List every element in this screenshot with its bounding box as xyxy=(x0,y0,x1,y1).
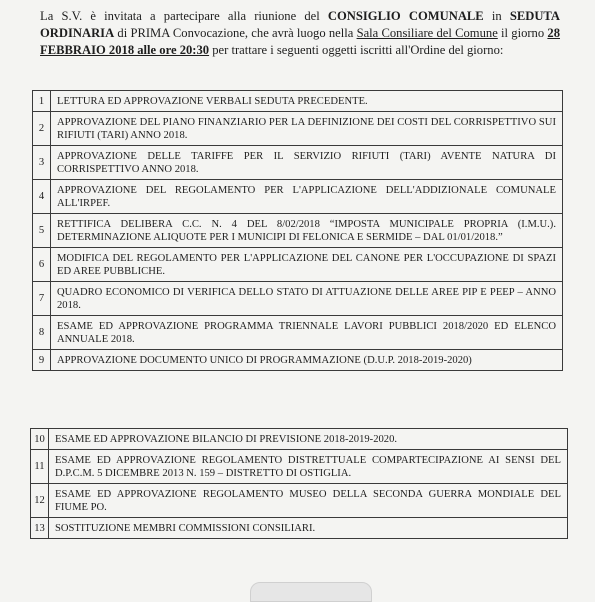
agenda-number: 4 xyxy=(33,180,51,214)
agenda-item-text: ESAME ED APPROVAZIONE PROGRAMMA TRIENNALE LAVORI PUBBLICI 2018/2020 ED ELENCO ANNUALE 2018. xyxy=(51,316,563,350)
intro-text-4: il giorno xyxy=(497,26,548,40)
council-name: CONSIGLIO COMUNALE xyxy=(327,9,484,23)
agenda-number: 7 xyxy=(33,282,51,316)
table-row xyxy=(33,316,563,350)
agenda-number: 12 xyxy=(31,484,49,518)
agenda-item-text: ESAME ED APPROVAZIONE REGOLAMENTO MUSEO DELLA SECONDA GUERRA MONDIALE DEL FIUME PO. xyxy=(49,484,568,518)
agenda-number: 8 xyxy=(33,316,51,350)
intro-text-3: di PRIMA Convocazione, che avrà luogo nella xyxy=(114,26,357,40)
agenda-table-part2 xyxy=(30,428,568,539)
table-row xyxy=(33,112,563,146)
table-row xyxy=(31,484,568,518)
table-row xyxy=(33,350,563,371)
agenda-item-text: SOSTITUZIONE MEMBRI COMMISSIONI CONSILIARI. xyxy=(49,518,568,539)
convocation-intro xyxy=(40,8,560,59)
table-row xyxy=(33,214,563,248)
agenda-number: 11 xyxy=(31,450,49,484)
intro-text-2: in xyxy=(483,9,510,23)
agenda-item-text: APPROVAZIONE DEL PIANO FINANZIARIO PER LA DEFINIZIONE DEI COSTI DEL CORRISPETTIVO SUI RIFIUTI (TARI) ANNO 2018. xyxy=(51,112,563,146)
agenda-number: 13 xyxy=(31,518,49,539)
agenda-item-text: QUADRO ECONOMICO DI VERIFICA DELLO STATO DI ATTUAZIONE DELLE AREE PIP E PEEP – ANNO 2018. xyxy=(51,282,563,316)
table-row xyxy=(33,146,563,180)
agenda-number: 5 xyxy=(33,214,51,248)
table-row xyxy=(31,518,568,539)
agenda-item-text: APPROVAZIONE DOCUMENTO UNICO DI PROGRAMMAZIONE (D.U.P. 2018-2019-2020) xyxy=(51,350,563,371)
intro-text-5: per trattare i seguenti oggetti iscritti all'Ordine del giorno: xyxy=(209,43,504,57)
meeting-date: 28 FEBBRAIO 2018 alle ore 20:30 xyxy=(40,26,560,57)
agenda-table-part1 xyxy=(32,90,563,371)
agenda-number: 9 xyxy=(33,350,51,371)
table-row xyxy=(33,282,563,316)
meeting-venue: Sala Consiliare del Comune xyxy=(356,26,498,40)
agenda-number: 2 xyxy=(33,112,51,146)
agenda-item-text: ESAME ED APPROVAZIONE BILANCIO DI PREVISIONE 2018-2019-2020. xyxy=(49,429,568,450)
agenda-item-text: MODIFICA DEL REGOLAMENTO PER L'APPLICAZIONE DEL CANONE PER L'OCCUPAZIONE DI SPAZI ED AREE PUBBLICHE. xyxy=(51,248,563,282)
agenda-item-text: ESAME ED APPROVAZIONE REGOLAMENTO DISTRETTUALE COMPARTECIPAZIONE AI SENSI DEL D.P.C.M. 5 DICEMBRE 2013 N. 159 – DISTRETTO DI OSTIGLIA. xyxy=(49,450,568,484)
agenda-number: 1 xyxy=(33,91,51,112)
agenda-number: 6 xyxy=(33,248,51,282)
table-row xyxy=(33,91,563,112)
agenda-number: 10 xyxy=(31,429,49,450)
agenda-item-text: LETTURA ED APPROVAZIONE VERBALI SEDUTA PRECEDENTE. xyxy=(51,91,563,112)
scan-artifact xyxy=(250,582,372,602)
intro-text-1: La S.V. è invitata a partecipare alla riunione del xyxy=(40,9,328,23)
agenda-item-text: RETTIFICA DELIBERA C.C. N. 4 DEL 8/02/2018 “IMPOSTA MUNICIPALE PROPRIA (I.M.U.). DETERMINAZIONE ALIQUOTE PER I MUNICIPI DI FELONICA E SERMIDE – DAL 01/01/2018.” xyxy=(51,214,563,248)
table-row xyxy=(31,429,568,450)
agenda-item-text: APPROVAZIONE DEL REGOLAMENTO PER L'APPLICAZIONE DELL'ADDIZIONALE COMUNALE ALL'IRPEF. xyxy=(51,180,563,214)
table-row xyxy=(31,450,568,484)
table-row xyxy=(33,248,563,282)
agenda-number: 3 xyxy=(33,146,51,180)
agenda-item-text: APPROVAZIONE DELLE TARIFFE PER IL SERVIZIO RIFIUTI (TARI) AVENTE NATURA DI CORRISPETTIVO ANNO 2018. xyxy=(51,146,563,180)
session-type: SEDUTA ORDINARIA xyxy=(40,9,560,40)
table-row xyxy=(33,180,563,214)
